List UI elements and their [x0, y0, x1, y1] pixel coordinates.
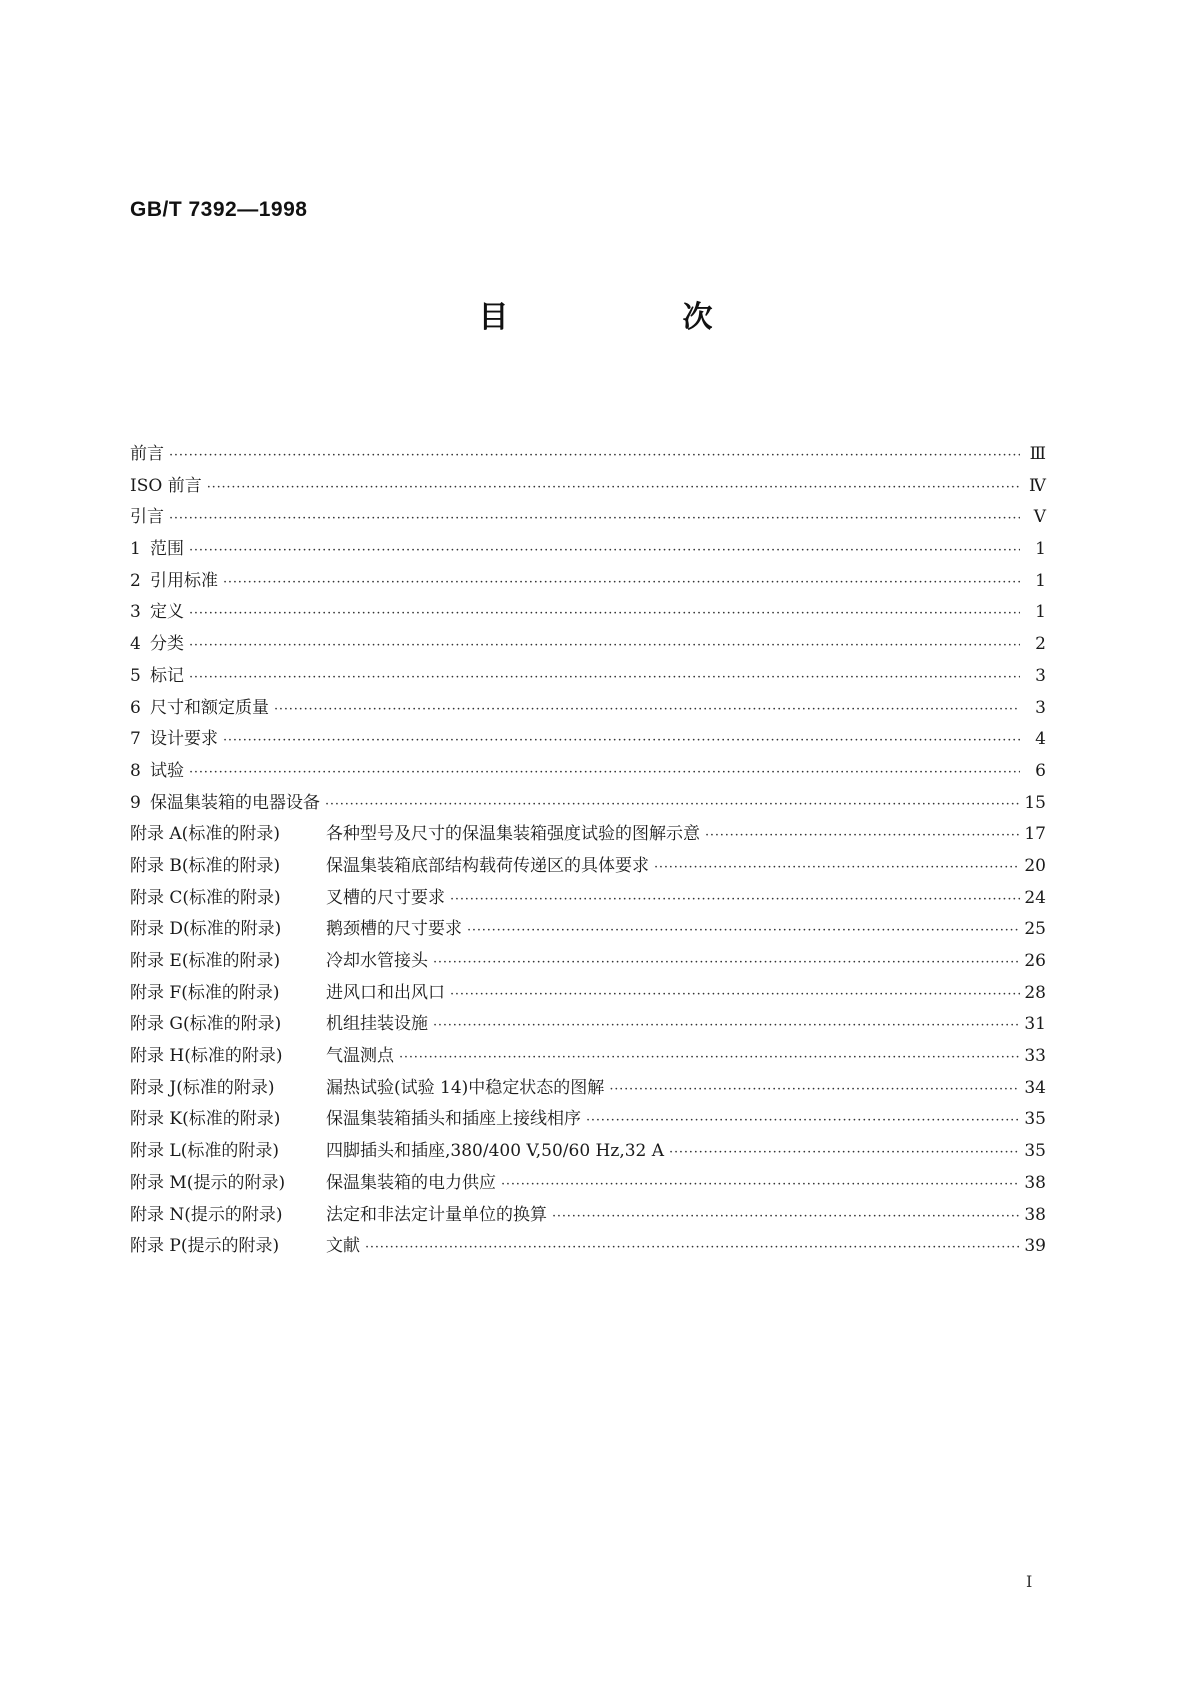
toc-entry-title: 设计要求: [150, 729, 218, 750]
dot-leader: [189, 638, 1020, 653]
toc-entry-page: 24: [1024, 887, 1046, 908]
toc-entry-title: 气温测点: [326, 1046, 394, 1067]
toc-entry-number: 9: [130, 792, 141, 813]
dot-leader: [223, 575, 1020, 590]
toc-entry-title: 保温集装箱的电器设备: [150, 792, 320, 813]
toc-entry-title: 各种型号及尺寸的保温集装箱强度试验的图解示意: [326, 824, 700, 845]
toc-entry-title: 漏热试验(试验 14)中稳定状态的图解: [326, 1077, 605, 1098]
toc-entry-page: 20: [1024, 855, 1046, 876]
toc-entry-number: 6: [130, 697, 141, 718]
dot-leader: [654, 860, 1020, 875]
toc-entry-page: 4: [1035, 729, 1046, 750]
dot-leader: [586, 1113, 1020, 1128]
toc-entry-appendix-label: 附录 C(标准的附录): [130, 887, 281, 908]
dot-leader: [450, 892, 1020, 907]
dot-leader: [169, 511, 1020, 526]
toc-entry-page: 2: [1035, 634, 1046, 655]
toc-entry-page: Ⅲ: [1029, 444, 1046, 464]
toc-entry[interactable]: [130, 1168, 1046, 1200]
toc-entry-page: 25: [1024, 919, 1046, 940]
toc-entry-title: 鹅颈槽的尺寸要求: [326, 919, 462, 940]
toc-entry-appendix-label: 附录 A(标准的附录): [130, 824, 280, 845]
toc-entry-page: 35: [1024, 1109, 1046, 1130]
toc-entry-title: 引言: [130, 507, 164, 528]
toc-entry[interactable]: [130, 471, 1046, 503]
dot-leader: [433, 955, 1020, 970]
toc-entry-title: 定义: [150, 602, 184, 623]
dot-leader: [189, 543, 1020, 558]
toc-entry-appendix-label: 附录 P(提示的附录): [130, 1236, 280, 1257]
toc-entry[interactable]: [130, 566, 1046, 598]
toc-entry-title: 法定和非法定计量单位的换算: [326, 1204, 547, 1225]
toc-entry-appendix-label: 附录 N(提示的附录): [130, 1204, 283, 1225]
page-number: I: [1026, 1572, 1033, 1591]
toc-entry[interactable]: [130, 629, 1046, 661]
dot-leader: [189, 765, 1020, 780]
toc-entry[interactable]: [130, 1231, 1046, 1263]
toc-entry-page: 39: [1024, 1236, 1046, 1257]
toc-entry[interactable]: [130, 1041, 1046, 1073]
dot-leader: [365, 1240, 1020, 1255]
toc-entry-title: 文献: [326, 1236, 360, 1257]
toc-entry-title: 叉槽的尺寸要求: [326, 887, 445, 908]
dot-leader: [325, 797, 1020, 812]
toc-entry-title: 引用标准: [150, 570, 218, 591]
toc-entry-page: 26: [1024, 951, 1046, 971]
toc-entry-title: ISO 前言: [130, 475, 202, 496]
toc-entry-appendix-label: 附录 F(标准的附录): [130, 982, 280, 1003]
toc-entry-appendix-label: 附录 H(标准的附录): [130, 1046, 283, 1067]
toc-entry-page: 1: [1035, 570, 1046, 591]
toc-entry[interactable]: [130, 693, 1046, 725]
dot-leader: [669, 1145, 1020, 1160]
toc-entry-number: 7: [130, 729, 141, 750]
dot-leader: [552, 1209, 1020, 1224]
toc-entry-title: 机组挂装设施: [326, 1014, 428, 1035]
toc-entry-appendix-label: 附录 G(标准的附录): [130, 1014, 282, 1035]
dot-leader: [189, 670, 1020, 685]
toc-entry[interactable]: [130, 914, 1046, 946]
toc-entry-appendix-label: 附录 B(标准的附录): [130, 855, 281, 876]
toc-entry[interactable]: [130, 1009, 1046, 1041]
table-of-contents: [130, 439, 1046, 1263]
toc-entry-title: 尺寸和额定质量: [150, 697, 269, 718]
toc-entry-title: 试验: [150, 760, 184, 781]
page-title: 目 次: [478, 300, 785, 335]
toc-entry[interactable]: [130, 851, 1046, 883]
dot-leader: [207, 480, 1020, 495]
dot-leader: [274, 702, 1020, 717]
dot-leader: [467, 923, 1020, 938]
toc-entry[interactable]: [130, 819, 1046, 851]
toc-entry-title: 进风口和出风口: [326, 982, 445, 1003]
toc-entry[interactable]: [130, 724, 1046, 756]
toc-entry-appendix-label: 附录 E(标准的附录): [130, 951, 281, 971]
dot-leader: [399, 1050, 1020, 1065]
toc-entry[interactable]: [130, 946, 1046, 978]
standard-code: GB/T 7392—1998: [130, 198, 308, 221]
toc-entry[interactable]: [130, 1136, 1046, 1168]
dot-leader: [501, 1177, 1020, 1192]
toc-entry-appendix-label: 附录 K(标准的附录): [130, 1109, 281, 1130]
toc-entry-page: 38: [1024, 1204, 1046, 1225]
toc-entry-appendix-label: 附录 D(标准的附录): [130, 919, 282, 940]
toc-entry-page: 3: [1035, 665, 1046, 686]
dot-leader: [609, 1082, 1020, 1097]
toc-entry-page: 15: [1024, 792, 1046, 813]
toc-entry[interactable]: [130, 756, 1046, 788]
toc-entry-title: 四脚插头和插座,380/400 V,50/60 Hz,32 A: [326, 1141, 665, 1162]
toc-entry-number: 1: [130, 539, 141, 560]
toc-entry-page: 34: [1024, 1077, 1046, 1098]
toc-entry-title: 保温集装箱的电力供应: [326, 1172, 496, 1193]
toc-entry-page: 1: [1035, 539, 1046, 560]
toc-entry[interactable]: [130, 534, 1046, 566]
toc-entry-page: 1: [1035, 602, 1046, 623]
toc-entry[interactable]: [130, 661, 1046, 693]
toc-entry-appendix-label: 附录 M(提示的附录): [130, 1172, 286, 1193]
toc-entry-title: 分类: [150, 634, 184, 655]
toc-entry-number: 5: [130, 665, 141, 686]
toc-entry-number: 2: [130, 570, 141, 591]
toc-entry-title: 前言: [130, 444, 164, 464]
toc-entry[interactable]: [130, 978, 1046, 1010]
dot-leader: [450, 987, 1020, 1002]
toc-entry-title: 保温集装箱底部结构载荷传递区的具体要求: [326, 855, 649, 876]
toc-entry-page: Ⅴ: [1033, 507, 1046, 528]
toc-entry-number: 8: [130, 760, 141, 781]
toc-entry-page: 28: [1024, 982, 1046, 1003]
dot-leader: [433, 1018, 1020, 1033]
dot-leader: [169, 448, 1020, 463]
toc-entry-page: 33: [1024, 1046, 1046, 1067]
toc-entry-appendix-label: 附录 L(标准的附录): [130, 1141, 279, 1162]
toc-entry[interactable]: [130, 1200, 1046, 1232]
toc-entry-title: 保温集装箱插头和插座上接线相序: [326, 1109, 581, 1130]
dot-leader: [705, 828, 1020, 843]
toc-entry[interactable]: [130, 597, 1046, 629]
toc-entry-page: 17: [1024, 824, 1046, 845]
toc-entry-page: 38: [1024, 1172, 1046, 1193]
dot-leader: [189, 606, 1020, 621]
toc-entry-title: 标记: [150, 665, 184, 686]
toc-entry[interactable]: [130, 788, 1046, 820]
dot-leader: [223, 733, 1020, 748]
toc-entry-title: 范围: [150, 539, 184, 560]
toc-entry[interactable]: [130, 502, 1046, 534]
toc-entry[interactable]: [130, 439, 1046, 471]
toc-entry-page: Ⅳ: [1029, 475, 1046, 496]
toc-entry-number: 3: [130, 602, 141, 623]
toc-entry-page: 6: [1035, 760, 1046, 781]
toc-entry[interactable]: [130, 1104, 1046, 1136]
toc-entry-appendix-label: 附录 J(标准的附录): [130, 1077, 275, 1098]
toc-entry-page: 3: [1035, 697, 1046, 718]
toc-entry[interactable]: [130, 1073, 1046, 1105]
toc-entry-number: 4: [130, 634, 141, 655]
toc-entry-page: 35: [1024, 1141, 1046, 1162]
toc-entry-title: 冷却水管接头: [326, 951, 428, 971]
toc-entry[interactable]: [130, 883, 1046, 915]
toc-entry-page: 31: [1024, 1014, 1046, 1035]
